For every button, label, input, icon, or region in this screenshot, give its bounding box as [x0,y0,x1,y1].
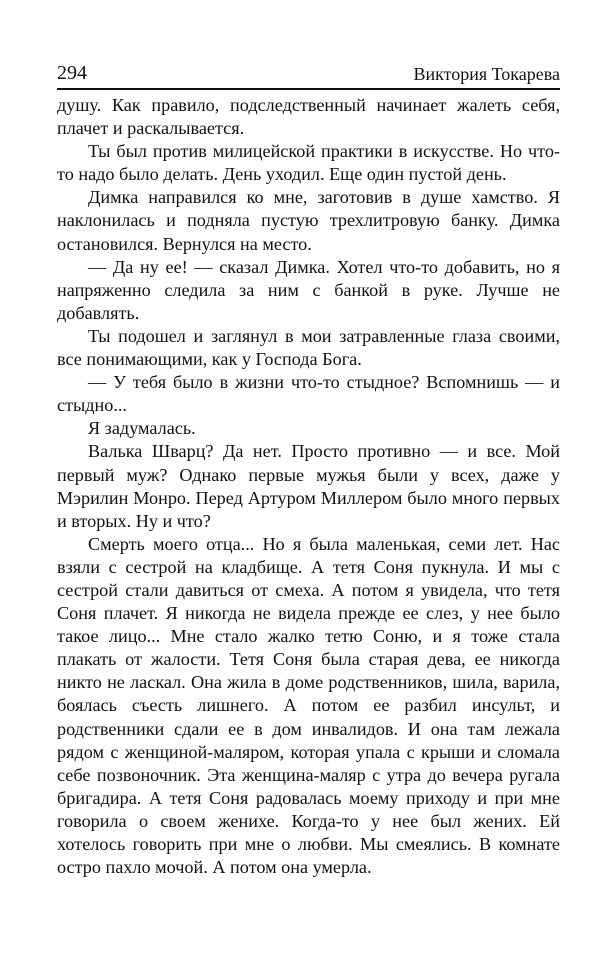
running-title: Виктория Токарева [413,64,560,84]
paragraph: душу. Как правило, подследственный начинает жалеть себя, плачет и раскалывается. [57,95,560,139]
page-header [57,55,560,85]
paragraph: — Да ну ее! — сказал Димка. Хотел что-то добавить, но я напряженно следила за ним с банкой в руке. Лучше не добавлять. [57,256,560,323]
paragraph: Я задумалась. [88,418,196,439]
paragraph: Смерть моего отца... Но я была маленькая, семи лет. Нас взяли с сестрой на кладбище. А тетя Соня пукнула. И мы с сестрой стали давиться от смеха. А потом я увидела, что тетя Соня плачет. Я никогда не видела прежде ее слез, у нее было такое лицо... Мне стало жалко тетю Соню, и я тоже стала плакать от жалости. Тетя Соня была старая дева, ее никогда никто не ласкал. Она жила в доме родственников, шила, варила, боялась съесть лишнего. А потом ее разбил инсульт, и родственники сдали ее в дом инвалидов. И она там лежала рядом с женщиной-маляром, которая упала с крыши и сломала себе позвоночник. Эта женщина-маляр с утра до вечера ругала бригадира. А тетя Соня радовалась моему приходу и при мне говорила о своем женихе. Когда-то у нее был жених. Ей хотелось говорить при мне о любви. Мы смеялись. В комнате остро пахло мочой. А потом она умерла. [57,533,560,878]
paragraph: Ты подошел и заглянул в мои затравленные глаза своими, все понимающими, как у Господа Бога. [57,325,560,370]
paragraph: Валька Шварц? Да нет. Просто противно — и все. Мой первый муж? Однако первые мужья были у всех, даже у Мэрилин Монро. Перед Артуром Миллером было много первых и вторых. Ну и что? [57,441,560,531]
page-number: 294 [57,62,87,84]
header-rule [57,88,560,90]
paragraph: Ты был против милицейской практики в искусстве. Но что-то надо было делать. День уходил. Еще один пустой день. [57,141,560,185]
body-text [57,94,560,879]
paragraph: Димка направился ко мне, заготовив в душе хамство. Я наклонилась и подняла пустую трехлитровую банку. Димка остановился. Вернулся на место. [57,187,560,254]
paragraph: — У тебя было в жизни что-то стыдное? Вспомнишь — и стыдно... [57,372,560,416]
